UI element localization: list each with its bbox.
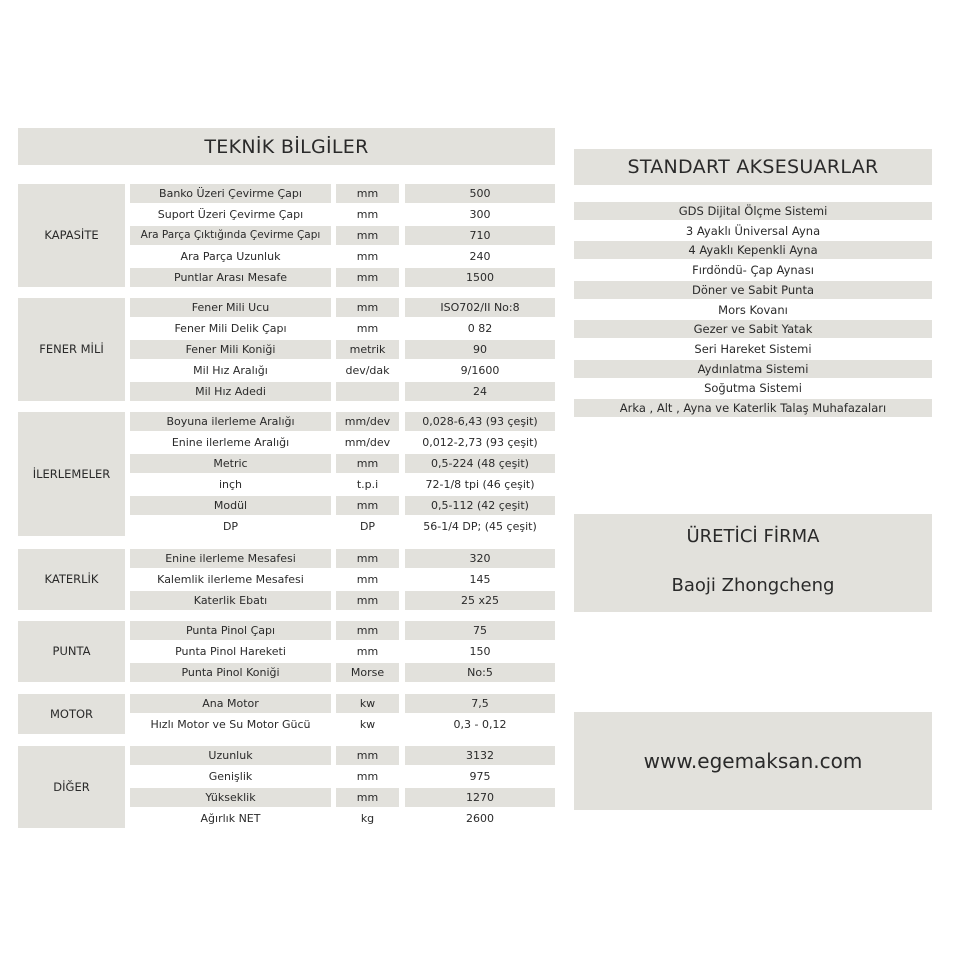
manufacturer-box: [574, 514, 932, 612]
spec-name: Katerlik Ebatı: [130, 591, 331, 610]
spec-unit: mm: [356, 207, 379, 221]
spec-name: Genişlik: [208, 769, 253, 783]
category-label: FENER MİLİ: [18, 298, 125, 401]
spec-unit: mm: [336, 454, 399, 473]
accessory-item: 3 Ayaklı Üniversal Ayna: [685, 223, 821, 238]
spec-name: Kalemlik ilerleme Mesafesi: [157, 572, 304, 586]
spec-name: Enine ilerleme Aralığı: [171, 435, 290, 449]
spec-value: 9/1600: [460, 363, 500, 377]
spec-unit: mm: [336, 746, 399, 765]
spec-name: Yükseklik: [130, 788, 331, 807]
spec-name: Ara Parça Uzunluk: [180, 249, 281, 263]
teknik-bilgiler-title: TEKNİK BİLGİLER: [18, 128, 555, 165]
category-label: İLERLEMELER: [18, 412, 125, 536]
spec-unit: mm: [356, 769, 379, 783]
spec-unit: kw: [336, 694, 399, 713]
spec-name: Punta Pinol Hareketi: [175, 644, 286, 658]
spec-name: Fener Mili Delik Çapı: [174, 321, 287, 335]
spec-unit: [336, 382, 399, 401]
accessory-item: Döner ve Sabit Punta: [574, 281, 932, 299]
spec-value: 1270: [405, 788, 555, 807]
category-label: KATERLİK: [18, 549, 125, 610]
spec-name: Ara Parça Çıktığında Çevirme Çapı: [130, 226, 331, 245]
spec-name: DP: [222, 519, 239, 533]
spec-name: Suport Üzeri Çevirme Çapı: [157, 207, 304, 221]
aksesuar-title: STANDART AKSESUARLAR: [574, 149, 932, 185]
spec-value: 0,012-2,73 (93 çeşit): [422, 435, 538, 449]
spec-value: No:5: [405, 663, 555, 682]
spec-unit: mm: [336, 549, 399, 568]
spec-unit: kg: [360, 811, 375, 825]
spec-value: 145: [469, 572, 491, 586]
spec-name: Puntlar Arası Mesafe: [130, 268, 331, 287]
spec-name: Fener Mili Koniği: [130, 340, 331, 359]
spec-name: Hızlı Motor ve Su Motor Gücü: [150, 717, 311, 731]
spec-value: 2600: [466, 811, 494, 825]
accessory-item: Soğutma Sistemi: [704, 381, 802, 396]
spec-value: ISO702/II No:8: [405, 298, 555, 317]
spec-value: 0,5-112 (42 çeşit): [405, 496, 555, 515]
spec-value: 975: [469, 769, 491, 783]
spec-unit: mm: [356, 249, 379, 263]
spec-unit: mm: [336, 298, 399, 317]
spec-unit: mm: [336, 621, 399, 640]
spec-name: inçh: [218, 477, 243, 491]
spec-name: Enine ilerleme Mesafesi: [130, 549, 331, 568]
spec-name: Mil Hız Adedi: [130, 382, 331, 401]
manufacturer-title: ÜRETİCİ FİRMA: [686, 526, 820, 547]
spec-value: 1500: [405, 268, 555, 287]
accessory-item: Arka , Alt , Ayna ve Katerlik Talaş Muhafazaları: [574, 399, 932, 417]
manufacturer-name: Baoji Zhongcheng: [671, 575, 835, 596]
spec-value: 75: [405, 621, 555, 640]
spec-name: Fener Mili Ucu: [130, 298, 331, 317]
spec-unit: metrik: [336, 340, 399, 359]
spec-value: 0 82: [467, 321, 493, 335]
spec-value: 7,5: [405, 694, 555, 713]
spec-unit: kw: [359, 717, 376, 731]
spec-value: 0,028-6,43 (93 çeşit): [405, 412, 555, 431]
spec-name: Punta Pinol Koniği: [130, 663, 331, 682]
spec-name: Mil Hız Aralığı: [193, 363, 268, 377]
category-label: PUNTA: [18, 621, 125, 682]
accessory-item: Mors Kovanı: [718, 302, 788, 317]
spec-value: 150: [469, 644, 491, 658]
spec-value: 320: [405, 549, 555, 568]
spec-unit: mm: [336, 226, 399, 245]
spec-unit: mm: [336, 184, 399, 203]
spec-name: Ana Motor: [130, 694, 331, 713]
category-label: KAPASİTE: [18, 184, 125, 287]
accessory-item: 4 Ayaklı Kepenkli Ayna: [574, 241, 932, 259]
spec-unit: dev/dak: [345, 363, 390, 377]
website-box: [574, 712, 932, 810]
spec-name: Ağırlık NET: [200, 811, 261, 825]
spec-unit: mm: [336, 788, 399, 807]
spec-name: Boyuna ilerleme Aralığı: [130, 412, 331, 431]
spec-unit: t.p.i: [356, 477, 379, 491]
spec-value: 56-1/4 DP; (45 çeşit): [423, 519, 537, 533]
spec-name: Punta Pinol Çapı: [130, 621, 331, 640]
spec-unit: DP: [359, 519, 376, 533]
spec-value: 500: [405, 184, 555, 203]
spec-unit: mm: [356, 644, 379, 658]
spec-name: Uzunluk: [130, 746, 331, 765]
spec-unit: mm: [336, 591, 399, 610]
spec-name: Banko Üzeri Çevirme Çapı: [130, 184, 331, 203]
spec-unit: Morse: [336, 663, 399, 682]
category-label: DİĞER: [18, 746, 125, 828]
spec-unit: mm: [356, 321, 379, 335]
spec-value: 24: [405, 382, 555, 401]
accessory-item: Fırdöndü- Çap Aynası: [692, 263, 814, 278]
accessory-item: Aydınlatma Sistemi: [574, 360, 932, 378]
spec-value: 240: [469, 249, 491, 263]
spec-value: 710: [405, 226, 555, 245]
spec-value: 72-1/8 tpi (46 çeşit): [425, 477, 535, 491]
spec-unit: mm: [356, 572, 379, 586]
spec-name: Metric: [130, 454, 331, 473]
spec-value: 0,3 - 0,12: [453, 717, 507, 731]
category-label: MOTOR: [18, 694, 125, 734]
spec-unit: mm: [336, 496, 399, 515]
spec-unit: mm/dev: [344, 435, 391, 449]
spec-value: 90: [405, 340, 555, 359]
accessory-item: Seri Hareket Sistemi: [694, 341, 812, 356]
spec-value: 300: [469, 207, 491, 221]
spec-value: 3132: [405, 746, 555, 765]
spec-value: 25 x25: [405, 591, 555, 610]
website-link[interactable]: www.egemaksan.com: [643, 749, 863, 773]
accessory-item: Gezer ve Sabit Yatak: [574, 320, 932, 338]
spec-unit: mm/dev: [336, 412, 399, 431]
accessory-item: GDS Dijital Ölçme Sistemi: [574, 202, 932, 220]
spec-value: 0,5-224 (48 çeşit): [405, 454, 555, 473]
spec-unit: mm: [336, 268, 399, 287]
spec-name: Modül: [130, 496, 331, 515]
